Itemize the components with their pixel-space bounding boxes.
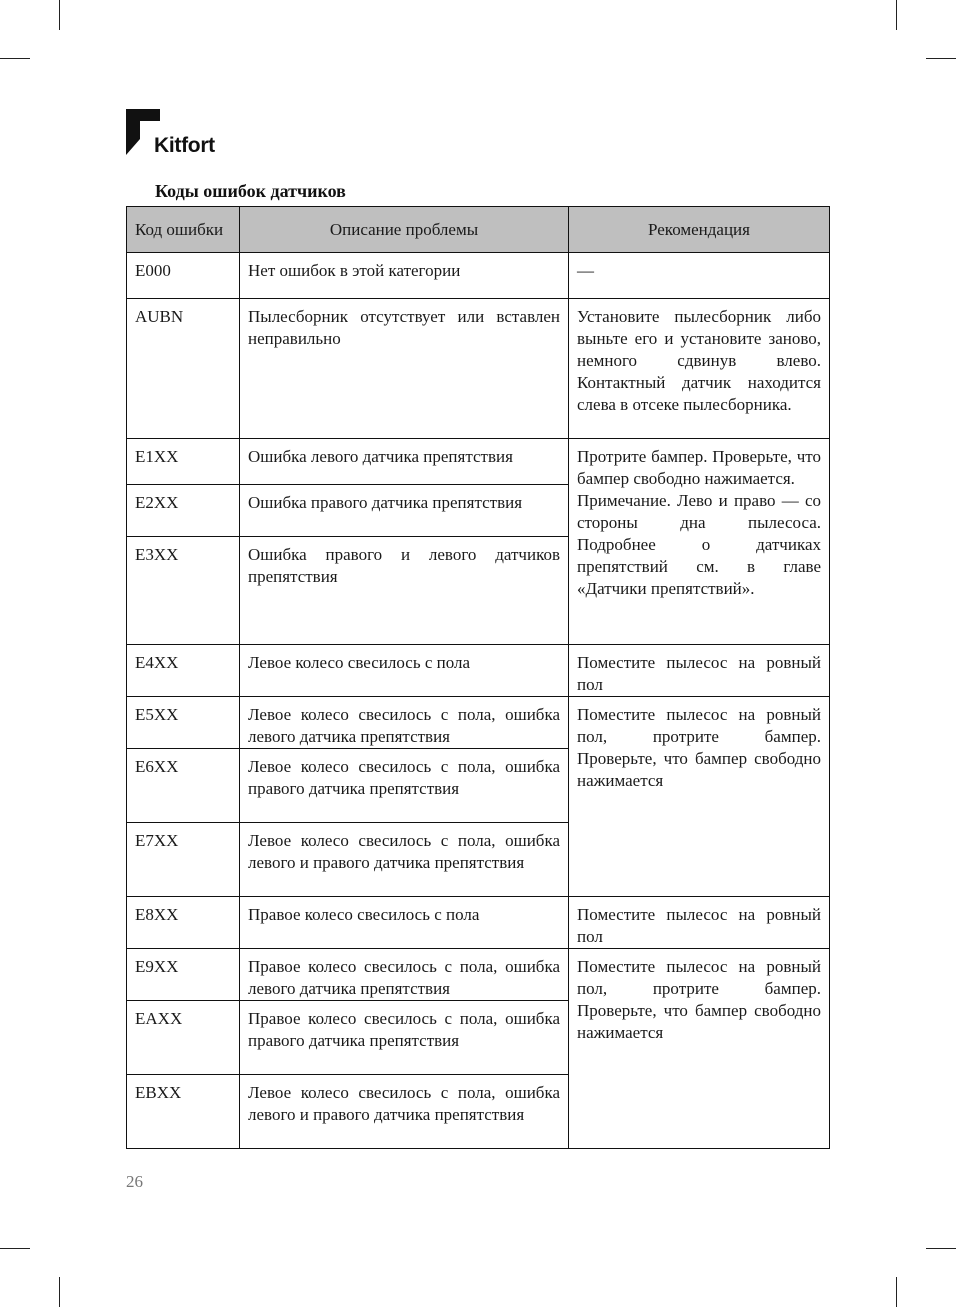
error-description: Пылесборник отсутствует или вставлен неправильно	[240, 299, 569, 439]
crop-mark	[926, 58, 956, 59]
table-row	[127, 949, 830, 1001]
crop-mark	[0, 58, 30, 59]
page-number: 26	[126, 1172, 143, 1191]
crop-mark	[59, 0, 60, 30]
error-description: Ошибка левого датчика препятствия	[240, 439, 569, 485]
error-description: Левое колесо свесилось с пола, ошибка левого датчика препятствия	[240, 697, 569, 749]
header-description: Описание проблемы	[240, 207, 569, 253]
crop-mark	[896, 0, 897, 30]
table-row	[127, 645, 830, 697]
error-description: Ошибка правого и левого датчиков препятствия	[240, 537, 569, 645]
error-code: E9XX	[127, 949, 240, 1001]
error-code: AUBN	[127, 299, 240, 439]
error-recommendation: Поместите пылесос на ровный пол	[569, 897, 830, 949]
table-row	[127, 439, 830, 485]
error-recommendation: Поместите пылесос на ровный пол, протрите бампер. Проверьте, что бампер свободно нажимается	[569, 697, 830, 897]
table-row	[127, 253, 830, 299]
table-header-row	[127, 207, 830, 253]
crop-mark	[896, 1277, 897, 1307]
error-code: EAXX	[127, 1001, 240, 1075]
error-code: EBXX	[127, 1075, 240, 1149]
error-description: Правое колесо свесилось с пола	[240, 897, 569, 949]
table-row	[127, 897, 830, 949]
error-code: E7XX	[127, 823, 240, 897]
error-code: E4XX	[127, 645, 240, 697]
recommendation-note: Примечание. Лево и право — со стороны дна пылесоса. Подробнее о датчиках препятствий см. в главе «Датчики препятствий».	[577, 491, 821, 598]
error-codes-table	[126, 206, 830, 1149]
section-title: Коды ошибок датчиков	[155, 181, 346, 201]
error-recommendation: Поместите пылесос на ровный пол	[569, 645, 830, 697]
error-code: E8XX	[127, 897, 240, 949]
error-code: E6XX	[127, 749, 240, 823]
brand-name: Kitfort	[154, 134, 215, 157]
table-row	[127, 697, 830, 749]
error-description: Ошибка правого датчика препятствия	[240, 485, 569, 537]
error-description: Левое колесо свесилось с пола, ошибка правого датчика препятствия	[240, 749, 569, 823]
brand-logo	[126, 109, 236, 159]
error-code: E000	[127, 253, 240, 299]
header-code: Код ошибки	[127, 207, 240, 253]
error-description: Левое колесо свесилось с пола	[240, 645, 569, 697]
error-description: Правое колесо свесилось с пола, ошибка правого датчика препятствия	[240, 1001, 569, 1075]
error-description: Нет ошибок в этой категории	[240, 253, 569, 299]
error-recommendation	[569, 439, 830, 645]
crop-mark	[926, 1248, 956, 1249]
error-recommendation: —	[569, 253, 830, 299]
error-code: E2XX	[127, 485, 240, 537]
header-recommendation: Рекомендация	[569, 207, 830, 253]
recommendation-text: Протрите бампер. Проверьте, что бампер свободно нажимается.	[577, 447, 821, 488]
table-row	[127, 299, 830, 439]
error-code: E3XX	[127, 537, 240, 645]
crop-mark	[59, 1277, 60, 1307]
error-description: Левое колесо свесилось с пола, ошибка левого и правого датчика препятствия	[240, 1075, 569, 1149]
crop-mark	[0, 1248, 30, 1249]
error-description: Правое колесо свесилось с пола, ошибка левого датчика препятствия	[240, 949, 569, 1001]
error-recommendation: Установите пылесборник либо выньте его и установите заново, немного сдвинув влево. Контактный датчик находится слева в отсеке пылесборника.	[569, 299, 830, 439]
error-description: Левое колесо свесилось с пола, ошибка левого и правого датчика препятствия	[240, 823, 569, 897]
error-code: E5XX	[127, 697, 240, 749]
error-recommendation: Поместите пылесос на ровный пол, протрите бампер. Проверьте, что бампер свободно нажимается	[569, 949, 830, 1149]
error-code: E1XX	[127, 439, 240, 485]
